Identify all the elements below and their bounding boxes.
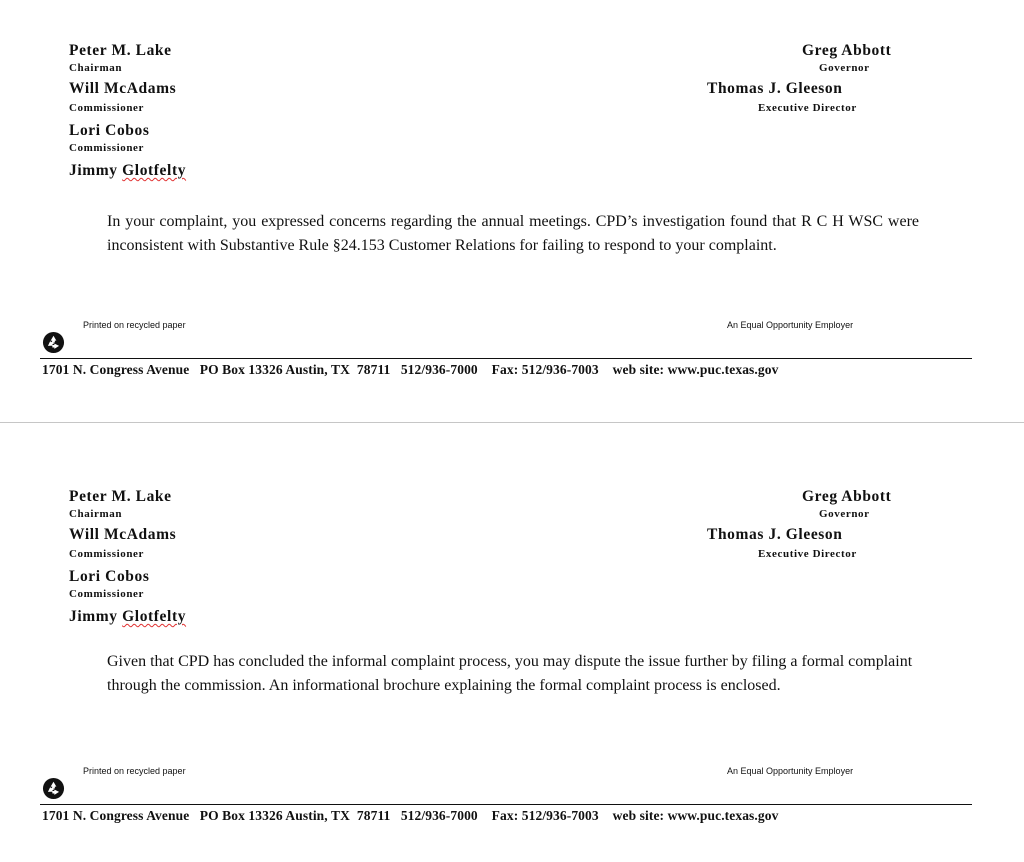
executive-director-name: Thomas J. Gleeson bbox=[707, 80, 843, 97]
commissioner-first-name: Jimmy bbox=[69, 608, 118, 625]
commissioner-title-chairman: Chairman bbox=[69, 62, 123, 74]
governor-name: Greg Abbott bbox=[802, 488, 892, 505]
commissioner-title-mcadams: Commissioner bbox=[69, 102, 145, 114]
footer-address: 1701 N. Congress Avenue PO Box 13326 Austin, TX 78711 512/936-7000 Fax: 512/936-7003 web site: www.puc.texas.gov bbox=[42, 808, 779, 823]
recycled-paper-note: Printed on recycled paper bbox=[83, 320, 186, 330]
footer-rule bbox=[40, 804, 972, 805]
commissioner-name-mcadams: Will McAdams bbox=[69, 80, 177, 97]
governor-title: Governor bbox=[819, 508, 870, 520]
commissioner-first-name: Jimmy bbox=[69, 162, 118, 179]
commissioner-last-name: Glotfelty bbox=[122, 162, 187, 179]
recycled-paper-note: Printed on recycled paper bbox=[83, 766, 186, 776]
commissioner-name-glotfelty bbox=[69, 608, 186, 626]
commissioner-name-mcadams: Will McAdams bbox=[69, 526, 177, 543]
executive-director-title: Executive Director bbox=[758, 102, 857, 114]
commissioner-title-cobos: Commissioner bbox=[69, 588, 145, 600]
commissioner-name-glotfelty bbox=[69, 162, 186, 180]
executive-director-name: Thomas J. Gleeson bbox=[707, 526, 843, 543]
commissioner-title-chairman: Chairman bbox=[69, 508, 123, 520]
letter-body-paragraph: Given that CPD has concluded the informal complaint process, you may dispute the issue further by filing a formal complaint through the commission. An informational brochure explaining the formal complaint process is enclosed. bbox=[107, 653, 913, 694]
commissioner-last-name: Glotfelty bbox=[122, 608, 187, 625]
recycle-icon bbox=[42, 331, 65, 354]
footer-address: 1701 N. Congress Avenue PO Box 13326 Austin, TX 78711 512/936-7000 Fax: 512/936-7003 web site: www.puc.texas.gov bbox=[42, 362, 779, 377]
governor-name: Greg Abbott bbox=[802, 42, 892, 59]
commissioner-name-chairman: Peter M. Lake bbox=[69, 42, 172, 59]
commissioner-title-mcadams: Commissioner bbox=[69, 548, 145, 560]
letter-page-1 bbox=[0, 0, 1024, 416]
page-divider bbox=[0, 422, 1024, 423]
equal-opportunity-note: An Equal Opportunity Employer bbox=[727, 766, 854, 776]
commissioner-title-cobos: Commissioner bbox=[69, 142, 145, 154]
recycle-icon bbox=[42, 777, 65, 800]
letter-body-paragraph: In your complaint, you expressed concerns regarding the annual meetings. CPD’s investigation found that R C H WSC were inconsistent with Substantive Rule §24.153 Customer Relations for failing to respond to your complaint. bbox=[107, 213, 919, 254]
letter-page-2 bbox=[0, 446, 1024, 862]
commissioner-name-chairman: Peter M. Lake bbox=[69, 488, 172, 505]
footer-rule bbox=[40, 358, 972, 359]
equal-opportunity-note: An Equal Opportunity Employer bbox=[727, 320, 854, 330]
executive-director-title: Executive Director bbox=[758, 548, 857, 560]
commissioner-name-cobos: Lori Cobos bbox=[69, 122, 150, 139]
governor-title: Governor bbox=[819, 62, 870, 74]
commissioner-name-cobos: Lori Cobos bbox=[69, 568, 150, 585]
